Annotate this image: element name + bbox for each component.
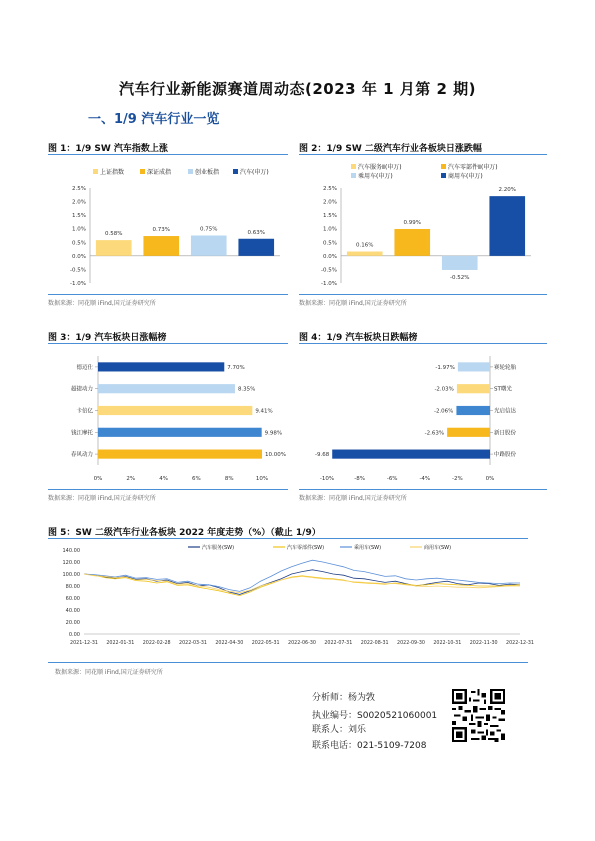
fig3-caption: 图 3：1/9 汽车板块日涨幅榜 xyxy=(48,333,167,343)
section-heading: 一、1/9 汽车行业一览 xyxy=(88,112,220,127)
x-tick-label: -10% xyxy=(319,476,335,482)
fig1-source: 数据来源：同花顺 iFind,国元证券研究所 xyxy=(48,300,156,307)
fig5-source: 数据来源：同花顺 iFind,国元证券研究所 xyxy=(55,669,163,676)
legend-swatch xyxy=(351,164,356,169)
fig4-bottom-rule xyxy=(299,489,547,490)
data-label: -2.03% xyxy=(434,386,454,393)
x-tick-label: 2022-09-30 xyxy=(397,641,425,646)
data-label: 0.99% xyxy=(403,219,421,226)
contact-person: 联系人：刘乐 xyxy=(312,725,367,735)
y-tick-label: 1.5% xyxy=(323,213,337,220)
fig4-caption: 图 4：1/9 汽车板块日跌幅榜 xyxy=(299,333,418,343)
y-tick-label: 1.0% xyxy=(323,226,337,233)
bar xyxy=(98,450,262,459)
data-label: 0.16% xyxy=(356,242,374,249)
y-tick-label: 1.0% xyxy=(72,226,86,233)
legend-label: 汽车零部件(SW) xyxy=(287,545,325,551)
x-tick-label: 2022-02-28 xyxy=(142,641,171,646)
x-tick-label: 8% xyxy=(224,476,234,482)
y-tick-label: 20.00 xyxy=(65,620,80,626)
legend-label: 汽车服务Ⅱ(申万) xyxy=(358,164,402,171)
document-title: 汽车行业新能源赛道周动态(2023 年 1 月第 2 期) xyxy=(119,80,476,98)
y-tick-label: 120.00 xyxy=(62,560,80,566)
x-tick-label: 2021-12-31 xyxy=(70,641,98,646)
x-tick-label: -6% xyxy=(386,476,398,482)
bar xyxy=(442,256,478,270)
data-label: -2.06% xyxy=(433,408,454,415)
data-label: 9.41% xyxy=(255,408,273,415)
bar xyxy=(489,196,525,256)
analyst-license: 执业编号：S0020521060001 xyxy=(312,711,438,721)
data-label: -9.68 xyxy=(314,452,330,459)
category-label: 春风动力 xyxy=(70,452,93,459)
fig2-bottom-rule xyxy=(299,294,547,295)
fig3-chart xyxy=(48,348,288,486)
fig3-top-rule xyxy=(48,343,288,344)
fig2-top-rule xyxy=(299,154,547,155)
x-tick-label: 2% xyxy=(126,476,136,482)
contact-phone: 联系电话：021-5109-7208 xyxy=(312,741,427,751)
x-tick-label: -8% xyxy=(354,476,365,482)
data-label: -2.63% xyxy=(424,430,445,437)
x-tick-label: 2022-04-30 xyxy=(215,641,244,646)
y-tick-label: 2.5% xyxy=(72,186,86,192)
x-tick-label: 0% xyxy=(93,476,103,482)
data-label: 8.35% xyxy=(237,386,256,393)
legend-label: 汽车服务(SW) xyxy=(202,545,235,551)
data-label: 2.20% xyxy=(498,187,516,194)
y-tick-label: 1.5% xyxy=(72,213,86,220)
data-label: -0.52% xyxy=(450,274,470,281)
fig3-bottom-rule xyxy=(48,489,288,490)
x-tick-label: 2022-06-30 xyxy=(288,641,316,646)
x-tick-label: 0% xyxy=(485,476,495,482)
x-tick-label: 6% xyxy=(192,476,201,482)
y-tick-label: -0.5% xyxy=(70,267,86,274)
data-label: 0.58% xyxy=(105,231,123,238)
legend-label: 乘用车(SW) xyxy=(354,545,382,551)
category-label: 中路股份 xyxy=(494,452,517,459)
y-tick-label: 0.0% xyxy=(72,253,86,260)
fig1-chart xyxy=(48,158,288,293)
y-tick-label: 80.00 xyxy=(65,584,80,590)
legend-label: 乘用车(申万) xyxy=(358,173,393,180)
x-tick-label: 2022-03-31 xyxy=(179,641,207,646)
legend-label: 商用车(SW) xyxy=(424,545,452,551)
x-tick-label: 4% xyxy=(159,476,168,482)
category-label: 光启信达 xyxy=(494,408,517,415)
bar xyxy=(332,450,490,459)
series-line xyxy=(84,574,520,596)
y-tick-label: 40.00 xyxy=(65,608,80,614)
fig2-chart xyxy=(299,158,547,293)
x-tick-label: -4% xyxy=(419,476,431,482)
y-tick-label: 0.0% xyxy=(323,253,337,260)
fig1-top-rule xyxy=(48,154,288,155)
legend-label: 创业板指 xyxy=(195,169,220,176)
x-tick-label: 2022-05-31 xyxy=(251,641,280,646)
data-label: 0.63% xyxy=(247,229,265,236)
fig3-source: 数据来源：同花顺 iFind,国元证券研究所 xyxy=(48,495,156,502)
legend-swatch xyxy=(441,173,446,178)
data-label: 0.75% xyxy=(200,226,218,233)
bar xyxy=(98,406,252,415)
fig1-caption: 图 1：1/9 SW 汽车指数上涨 xyxy=(48,144,168,154)
x-tick-label: -2% xyxy=(452,476,463,482)
y-tick-label: 140.00 xyxy=(62,548,80,554)
bar xyxy=(191,236,227,256)
category-label: 超捷动力 xyxy=(70,386,93,393)
y-tick-label: 2.0% xyxy=(323,199,337,206)
qr-code-icon xyxy=(452,689,505,742)
bar xyxy=(457,384,490,393)
data-label: -1.97% xyxy=(435,364,455,371)
y-tick-label: 60.00 xyxy=(65,596,80,602)
bar xyxy=(238,239,274,256)
x-tick-label: 2022-08-31 xyxy=(360,641,389,646)
data-label: 9.98% xyxy=(264,430,283,437)
fig2-source: 数据来源：同花顺 iFind,国元证券研究所 xyxy=(299,300,407,307)
fig5-top-rule xyxy=(48,538,528,539)
y-tick-label: 0.5% xyxy=(72,240,86,247)
fig1-bottom-rule xyxy=(48,294,288,295)
legend-label: 上证指数 xyxy=(100,169,125,176)
x-tick-label: 2022-01-31 xyxy=(106,641,135,646)
fig4-source: 数据来源：同花顺 iFind,国元证券研究所 xyxy=(299,495,407,502)
series-line xyxy=(84,574,520,593)
y-tick-label: 2.0% xyxy=(72,199,86,206)
legend-label: 汽车(申万) xyxy=(240,169,269,176)
data-label: 10.00% xyxy=(265,452,286,459)
x-tick-label: 2022-10-31 xyxy=(433,641,462,646)
data-label: 7.70% xyxy=(227,364,245,371)
legend-label: 商用车(申万) xyxy=(448,173,483,180)
bar xyxy=(98,384,235,393)
y-tick-label: 2.5% xyxy=(323,186,337,192)
bar xyxy=(394,229,430,256)
legend-swatch xyxy=(351,173,356,178)
category-label: 卡倍亿 xyxy=(76,408,93,415)
y-tick-label: 0.5% xyxy=(323,240,337,247)
legend-swatch xyxy=(188,169,193,174)
legend-label: 汽车零部件Ⅱ(申万) xyxy=(448,164,498,171)
x-tick-label: 2022-11-30 xyxy=(469,641,498,646)
bar xyxy=(456,406,490,415)
y-tick-label: -0.5% xyxy=(321,267,337,274)
category-label: 新日股份 xyxy=(494,430,517,437)
bar xyxy=(458,362,490,371)
fig4-chart xyxy=(299,348,547,486)
data-label: 0.73% xyxy=(152,227,170,234)
category-label: ST曙光 xyxy=(494,386,512,393)
x-tick-label: 2022-12-31 xyxy=(506,641,534,646)
legend-swatch xyxy=(233,169,238,174)
x-tick-label: 10% xyxy=(255,476,269,482)
category-label: 钱江摩托 xyxy=(70,430,93,437)
category-label: 赛轮轮胎 xyxy=(494,364,517,371)
bar xyxy=(143,236,179,256)
x-tick-label: 2022-07-31 xyxy=(324,641,353,646)
legend-swatch xyxy=(441,164,446,169)
legend-swatch xyxy=(93,169,98,174)
fig4-top-rule xyxy=(299,343,547,344)
bar xyxy=(347,252,383,256)
fig5-chart xyxy=(48,542,534,652)
category-label: 德迈仕 xyxy=(76,364,93,371)
y-tick-label: -1.0% xyxy=(321,281,337,287)
bar xyxy=(447,428,490,437)
legend-swatch xyxy=(140,169,145,174)
fig2-caption: 图 2：1/9 SW 二级汽车行业各板块日涨跌幅 xyxy=(299,144,482,154)
bar xyxy=(96,240,132,256)
y-tick-label: 0.00 xyxy=(68,632,80,638)
analyst-name: 分析师：杨为敩 xyxy=(312,693,376,703)
legend-label: 深证成指 xyxy=(147,169,172,176)
bar xyxy=(98,362,224,371)
fig5-bottom-rule xyxy=(48,662,528,663)
bar xyxy=(98,428,262,437)
y-tick-label: 100.00 xyxy=(62,572,80,578)
y-tick-label: -1.0% xyxy=(70,281,86,287)
fig5-caption: 图 5：SW 二级汽车行业各板块 2022 年度走势（%）（截止 1/9） xyxy=(48,528,321,538)
